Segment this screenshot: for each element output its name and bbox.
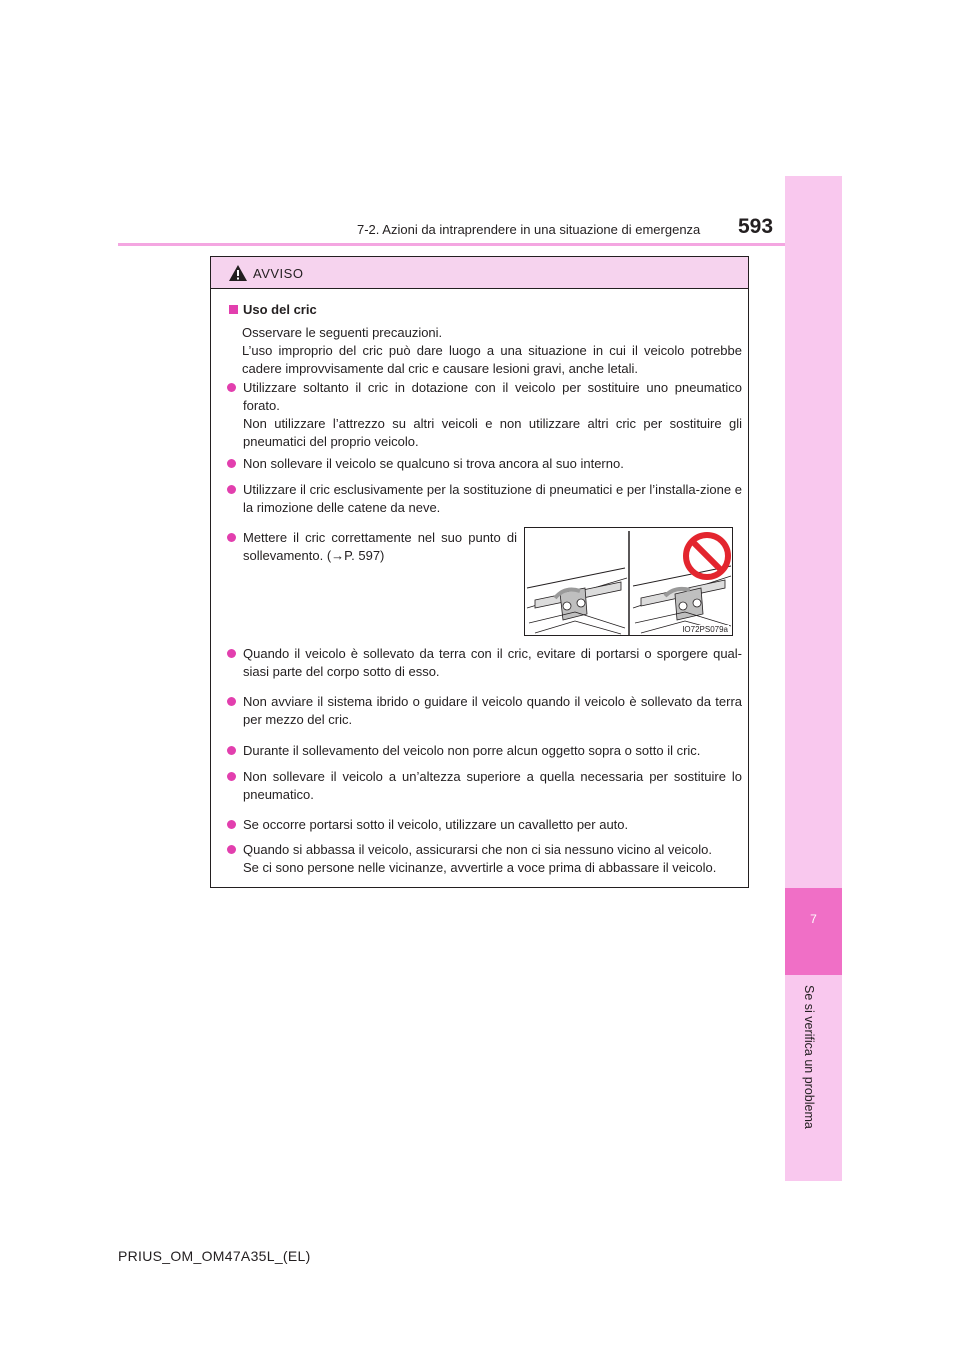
chapter-number: 7 bbox=[810, 912, 817, 926]
section-header-title: 7-2. Azioni da intraprendere in una situazione di emergenza bbox=[357, 222, 701, 237]
document-code: PRIUS_OM_OM47A35L_(EL) bbox=[118, 1248, 311, 1264]
list-item-text: Utilizzare soltanto il cric in dotazione con il veicolo per sostituire uno pneumatico forato. bbox=[243, 380, 742, 413]
list-item bbox=[227, 768, 742, 804]
list-item-text: Non sollevare il veicolo se qualcuno si trova ancora al suo interno. bbox=[243, 456, 624, 471]
list-item-text: Quando il veicolo è sollevato da terra con il cric, evitare di portarsi o sporgere qual-siasi parte del corpo sotto di esso. bbox=[243, 646, 742, 679]
intro-line: Osservare le seguenti precauzioni. bbox=[242, 325, 443, 340]
list-item bbox=[227, 742, 742, 760]
page-number: 593 bbox=[738, 215, 774, 238]
jack-diagram bbox=[525, 528, 732, 635]
bullet-dot-icon bbox=[227, 697, 236, 706]
list-item-text: Se occorre portarsi sotto il veicolo, utilizzare un cavalletto per auto. bbox=[243, 817, 629, 832]
list-item-text: Utilizzare il cric esclusivamente per la sostituzione di pneumatici e per l’installa-zione e la rimozione delle catene da neve. bbox=[243, 482, 742, 515]
list-item bbox=[227, 841, 742, 877]
warning-triangle-icon bbox=[228, 264, 248, 282]
bullet-dot-icon bbox=[227, 845, 236, 854]
list-item-text: Non avviare il sistema ibrido o guidare il veicolo quando il veicolo è sollevato da terra per mezzo del cric. bbox=[243, 694, 742, 727]
list-item bbox=[227, 693, 742, 729]
header-rule bbox=[118, 243, 785, 246]
list-item bbox=[227, 645, 742, 681]
intro-paragraph bbox=[242, 324, 742, 378]
list-item-text: Mettere il cric correttamente nel suo punto di sollevamento. (→P. 597) bbox=[243, 530, 517, 563]
illustration-code: IO72PS079a bbox=[682, 625, 728, 634]
bullet-dot-icon bbox=[227, 485, 236, 494]
list-item bbox=[227, 816, 742, 834]
bullet-dot-icon bbox=[227, 772, 236, 781]
list-item-text: Quando si abbassa il veicolo, assicurarsi che non ci sia nessuno vicino al veicolo. bbox=[243, 842, 712, 857]
bullet-dot-icon bbox=[227, 533, 236, 542]
list-item bbox=[227, 455, 742, 473]
list-item-text: Se ci sono persone nelle vicinanze, avvertirle a voce prima di abbassare il veicolo. bbox=[243, 860, 717, 875]
list-item bbox=[227, 481, 742, 517]
warning-header bbox=[211, 257, 748, 289]
list-item bbox=[227, 529, 517, 565]
bullet-dot-icon bbox=[227, 820, 236, 829]
list-item-text: Non sollevare il veicolo a un’altezza superiore a quella necessaria per sostituire lo pneumatico. bbox=[243, 769, 742, 802]
chapter-number-tab[interactable] bbox=[785, 888, 842, 975]
bullet-dot-icon bbox=[227, 649, 236, 658]
section-square-icon bbox=[229, 305, 238, 314]
list-item-text: Durante il sollevamento del veicolo non porre alcun oggetto sopra o sotto il cric. bbox=[243, 743, 701, 758]
warning-title: AVVISO bbox=[253, 266, 304, 281]
list-item bbox=[227, 379, 742, 451]
list-item-text: Non utilizzare l’attrezzo su altri veicoli e non utilizzare altri cric per sostituire gli pneumatici del proprio veicolo. bbox=[243, 416, 742, 449]
section-title: Uso del cric bbox=[229, 302, 317, 317]
chapter-label: Se si verifica un problema bbox=[802, 985, 816, 1129]
intro-line: L’uso improprio del cric può dare luogo a una situazione in cui il veicolo potrebbe cadere improvvisamente dal cric e causare lesioni gravi, anche letali. bbox=[242, 343, 742, 376]
warning-box bbox=[210, 256, 749, 888]
bullet-dot-icon bbox=[227, 746, 236, 755]
jack-point-illustration bbox=[524, 527, 733, 636]
bullet-dot-icon bbox=[227, 383, 236, 392]
bullet-dot-icon bbox=[227, 459, 236, 468]
